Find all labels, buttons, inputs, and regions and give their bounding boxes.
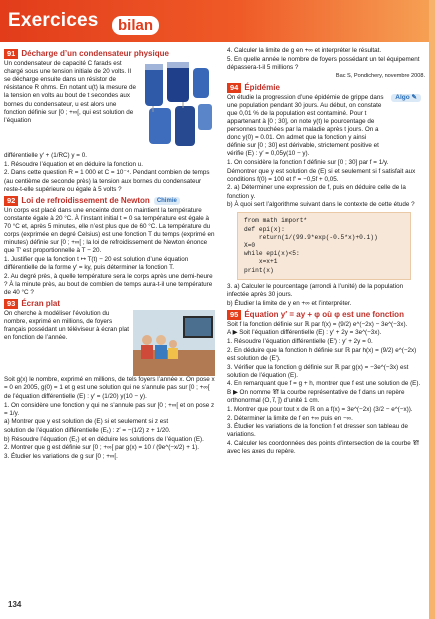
exercise-91-q2: 2. Dans cette question R = 1 000 et C = 10⁻⁴. Pendant combien de temps (au centième de seconde près) la tension aux bornes du condensateur reste-t-elle supérieure ou égale à 5 volts ?	[4, 169, 210, 193]
exercise-92-q2: 2. Au degré près, à quelle température sera le corps après une demi-heure ? À la minute près, au bout de combien de temps aura-t-il une température de 40 °C ?	[4, 272, 213, 296]
exercise-number: 93	[4, 299, 18, 309]
exercise-95-B4: 4. Calculer les coordonnées des points d’intersection de la courbe 𝒞f avec les axes du repère.	[227, 439, 419, 456]
exercise-93-header	[4, 299, 215, 309]
exercise-92-q1: 1. Justifier que la fonction t ↦ T(t) − 20 est solution d’une équation différentielle de la forme y′ = ky, puis déterminer la fonction T.	[4, 256, 189, 272]
exercise-95-partA: A ▶ Soit l’équation différentielle (E) : y′ + 2y = 3e^(−3x).	[227, 329, 382, 337]
exercise-91-equation: différentielle y′ + (1/RC) y = 0.	[4, 152, 87, 160]
exercise-93-q5: 5. En quelle année le nombre de foyers possédant un tel équipement dépassera-t-il 5 millions ?	[227, 55, 420, 71]
banner-badge: bilan	[112, 16, 159, 35]
banner-title: Exercices	[8, 10, 99, 31]
right-column	[227, 47, 425, 457]
exercise-93-qa: a) Montrer que y est solution de (E) si et seulement si z est	[4, 418, 169, 426]
exercise-number: 94	[227, 83, 241, 93]
exercise-93-equation: de l’équation différentielle (E) : y′ = (1/20) y(10 − y).	[4, 392, 147, 400]
exercise-94-text: On étudie la progression d’une épidémie de grippe dans une population pendant 30 jours. Au début, on constate que 0,01 % de la population est contaminé. Pour t appartenant à [0 ; 30], on note y(t) le pourcentage de personnes touchées par la maladie après t jours. On a donc y(0) = 0.01. On admet que la fonction y ainsi définie sur [0 ; 30] est dérivable, strictement positive et vérifie (E) : y′ = 0,05y(10 − y).	[227, 93, 384, 158]
exercise-94-header	[227, 83, 425, 93]
capacitors-photo	[143, 60, 215, 152]
exercise-number: 92	[4, 196, 18, 206]
pencil-icon: ✎	[411, 93, 417, 101]
left-column	[4, 47, 215, 462]
exercise-title: Écran plat	[21, 299, 61, 309]
exercise-94-q1: 1. On considère la fonction f définie sur [0 ; 30] par f = 1/y.	[227, 159, 389, 166]
code-line: while epi(x)<5:	[244, 250, 300, 258]
exercise-94-q3b: b) Étudier la limite de y en +∞ et l’interpréter.	[227, 299, 352, 307]
exercise-95-A1: 1. Résoudre l’équation différentielle (E′) : y′ + 2y = 0.	[227, 338, 373, 346]
exercise-95-A2: 2. En déduire que la fonction h définie sur ℝ par h(x) = (9/2) e^(−2x) est solution de (E′).	[227, 346, 417, 362]
exercise-title: Équation y′ = ay + φ où φ est une fonction	[244, 309, 404, 319]
exercise-95-A4: 4. En remarquant que f = g + h, montrer que f est une solution de (E).	[227, 380, 421, 388]
exercise-92-header	[4, 196, 215, 206]
page-banner	[0, 0, 435, 42]
exercise-number: 95	[227, 310, 241, 320]
exercise-number: 91	[4, 49, 18, 59]
exercise-93-qa2: solution de l’équation différentielle (E₁) : z′ = −(1/2) z + 1/20.	[4, 427, 171, 435]
exercise-93-qb: b) Résoudre l’équation (E₁) et en déduire les solutions de l’équation (E).	[4, 435, 204, 443]
exercise-94-q2: 2. a) Déterminer une expression de f, puis en déduire celle de la fonction y.	[227, 184, 406, 200]
exercise-91-q1: 1. Résoudre l’équation et en déduire la fonction u.	[4, 160, 143, 168]
code-line: return(1/(99.9*exp(-0.5*x)+0.1))	[244, 233, 378, 241]
code-line: from math import*	[244, 217, 308, 225]
exercise-93-q1: 1. On considère une fonction y qui ne s’annule pas sur [0 ; +∞[ et on pose z = 1/y.	[4, 401, 215, 417]
exercise-95-partB: B ▶ On nomme 𝒞f la courbe représentative de f dans un repère orthonormal (O, i⃗, j⃗) d’unité 1 cm.	[227, 389, 405, 405]
side-stripe	[429, 0, 435, 619]
exercise-93-text: On cherche à modéliser l’évolution du nombre, exprimé en millions, de foyers français possédant un téléviseur à écran plat en fonction de l’année.	[4, 310, 129, 342]
code-line: def epi(x):	[244, 225, 285, 233]
exercise-title: Épidémie	[244, 82, 280, 92]
exercise-95-B2: 2. Déterminer la limite de f en +∞ puis en −∞.	[227, 414, 353, 422]
exercise-95-header	[227, 310, 425, 320]
exercise-94-q2b: b) À quoi sert l’algorithme suivant dans le contexte de cette étude ?	[227, 201, 415, 209]
source-note: Bac S, Pondichery, novembre 2008.	[335, 73, 425, 80]
exercise-title: Loi de refroidissement de Newton	[21, 195, 150, 205]
exercise-95-A3: 3. Vérifier que la fonction g définie sur ℝ par g(x) = −3e^(−3x) est solution de l’équation (E).	[227, 363, 409, 379]
exercise-93-q2: 2. Montrer que g est définie sur [0 ; +∞[ par g(x) = 10 / (9e^(−x/2) + 1).	[4, 444, 200, 452]
algo-tag: Algo ✎	[391, 94, 421, 102]
exercise-93-q3: 3. Étudier les variations de g sur [0 ; +∞[.	[4, 453, 118, 461]
exercise-91-header	[4, 49, 215, 59]
python-code-block	[237, 212, 411, 279]
page-number: 134	[8, 600, 22, 609]
exercise-title: Décharge d’un condensateur physique	[21, 49, 169, 58]
family-watching-tv-photo	[133, 310, 215, 376]
code-line: X=0	[244, 241, 256, 249]
code-line: x=x+1	[244, 258, 278, 266]
exercise-95-B1: 1. Montrer que pour tout x de ℝ on a f(x) = 3e^(−2x) (3/2 − e^(−x)).	[227, 405, 413, 413]
exercise-93-text-2: Soit g(x) le nombre, exprimé en millions, de tels foyers l’année x. On pose x = 0 en 2005, g(0) = 1 et g est une solution qui ne s’annule pas sur [0 ; +∞[	[4, 376, 215, 392]
exercise-94-q1b: Démontrer que y est solution de (E) si et seulement si f satisfait aux conditions f(0) = 100 et f′ = −0,5f + 0,05.	[227, 167, 416, 183]
exercise-95-text: Soit f la fonction définie sur ℝ par f(x) = (9/2) e^(−2x) − 3e^(−3x).	[227, 320, 408, 328]
exercise-91-text: Un condensateur de capacité C farads est chargé sous une tension initiale de 20 volts. Il se décharge ensuite dans un résistor de résistance R ohms. En notant u(t) la mesure de la tension en volts au bout de t secondes aux bornes du condensateur, u est alors une fonction définie sur [0 ; +∞[, qui est solution de l’équation	[4, 60, 136, 124]
code-line: print(x)	[244, 266, 274, 274]
exercise-92-text: Un corps est placé dans une enceinte dont on maintient la température constante égale à 20 °C. À l’instant initial t = 0 sa température est égale à 70 °C et, après 5 minutes, elle n’est plus que de 60 °C. La température du corps (exprimée en degré Celsius) est une fonction T du temps (exprimé en minutes) définie sur [0 ; +∞[ ; la loi de refroidissement de Newton énonce que T′ est proportionnelle à T − 20.	[4, 206, 215, 255]
exercise-95-B3: 3. Étudier les variations de la fonction f et dresser son tableau de variations.	[227, 423, 408, 439]
exercise-94-q3a: 3. a) Calculer le pourcentage (arrondi à l’unité) de la population infectée après 30 jours.	[227, 282, 404, 298]
subject-tag: Chimie	[154, 197, 180, 205]
exercise-93-q4: 4. Calculer la limite de g en +∞ et interpréter le résultat.	[227, 47, 382, 54]
